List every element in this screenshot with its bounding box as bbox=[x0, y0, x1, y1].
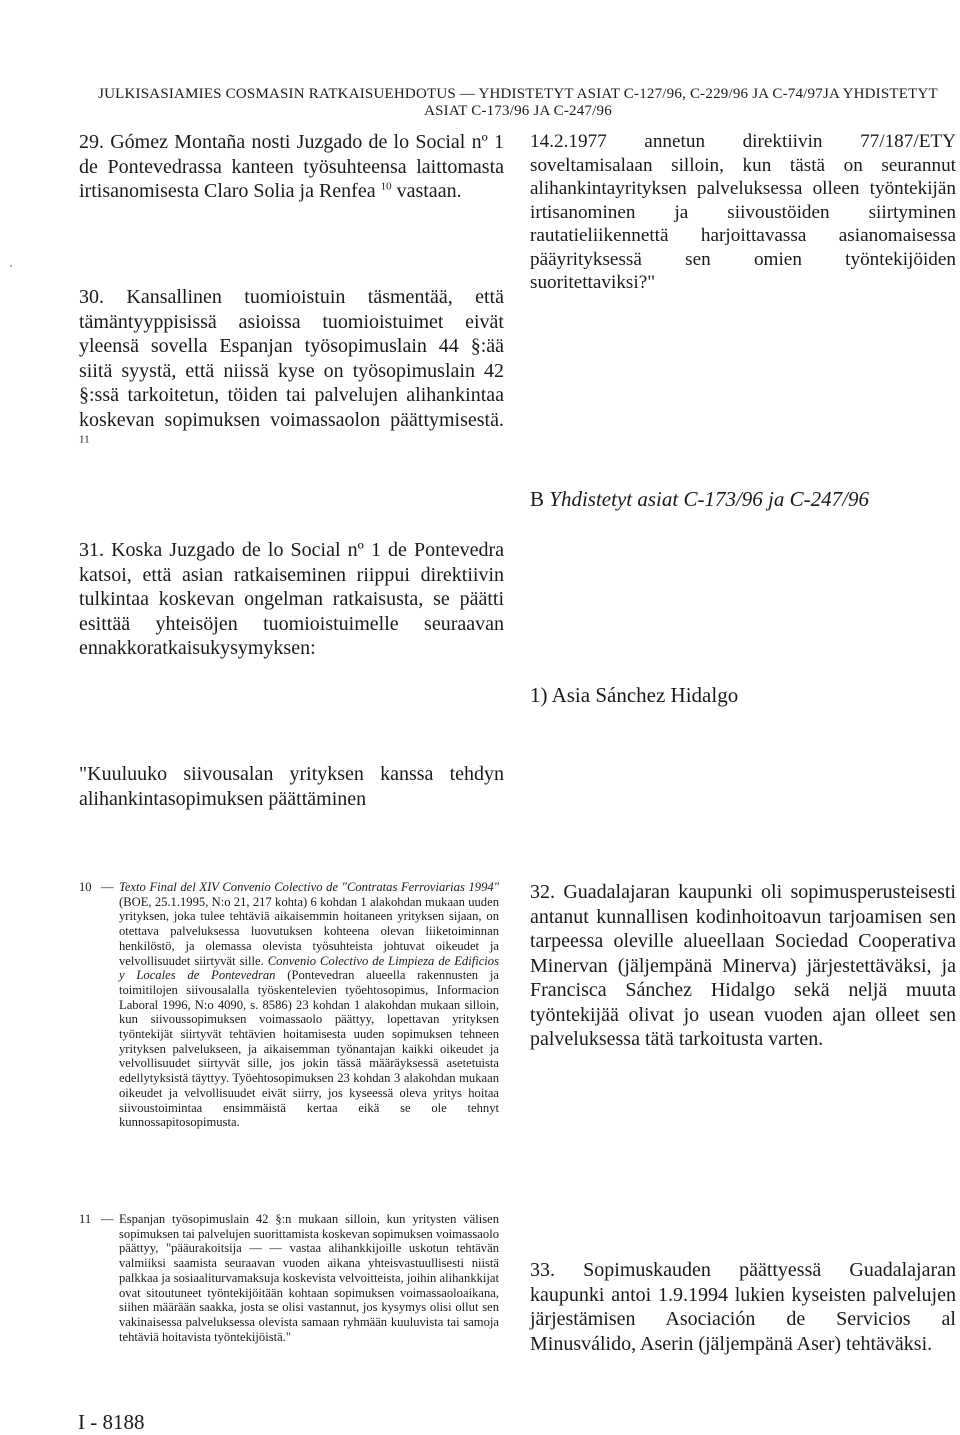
case-heading-sanchez-hidalgo: 1) Asia Sánchez Hidalgo bbox=[530, 683, 739, 707]
footnote-11 bbox=[79, 1212, 499, 1344]
margin-mark: ʹ bbox=[10, 264, 13, 275]
footnote-10 bbox=[79, 880, 499, 1130]
section-b-heading bbox=[530, 487, 869, 512]
paragraph-30 bbox=[79, 285, 504, 457]
footnote-10-source-title: Texto Final del XIV Convenio Colectivo de "Contratas Ferroviarias 1994" bbox=[119, 880, 499, 894]
footnote-10-text-a: (BOE, 25.1.1995, N:o 21, 217 kohta) 6 kohdan 1 alakohdan mukaan uuden yrityksen, joka tulee tehtäviä aikaisemmin hoitaneen yrityksen sijaan, on otettava palveluksessa luovutuksen kohteena olevan liiketoiminnan henkilöstö, ja olemassa olevista työsuhteista johtuvat oikeudet ja velvollisuudet siirtyvät sille. bbox=[119, 894, 499, 968]
footnote-10-text-b: (Pontevedran alueella rakennusten ja toimitilojen siivousalalla työskentelevien työehtosopimus, Informacion Laboral 1996, N:o 4090, s. 8586) 23 kohdan 1 alakohdan mukaan silloin, kun siivoussopimuksen voimassaolo päättyy, lopettavan yrityksen työntekijät siirtyvät tehtävien hoitamisesta uuden sopimuksen tehneen yrityksen palvelukseen, ja aikaisemman työnantajan kaikki oikeudet ja velvollisuudet siirtyvät sille, jos jokin tässä määräyksessä asetetuista edellytyksistä täyttyy. Työehtosopimuksen 23 kohdan 3 alakohdan mukaan oikeudet ja velvollisuudet eivät siirry, jos kyseessä oleva yritys hoitaa siivoustoimintaa ensimmäistä kertaa eikä se ole tehnyt kunnossapitosopimusta. bbox=[119, 968, 499, 1130]
quote-continuation: 14.2.1977 annetun direktiivin 77/187/ETY soveltamisalaan silloin, kun tästä on seurannut alihankintayrityksen palveluksessa olleen työntekijän irtisanominen ja siivoustöiden siirtyminen rautatieliikennettä harjoittavassa asianomaisessa pääyrityksessä sen omien työntekijöiden suoritettaviksi?" bbox=[530, 131, 956, 293]
footnote-10-number: 10 bbox=[79, 880, 92, 894]
footnote-11-number: 11 bbox=[79, 1212, 92, 1226]
paragraph-29 bbox=[79, 130, 504, 204]
footnote-dash: — bbox=[101, 1212, 114, 1226]
footnote-ref-10[interactable]: 10 bbox=[380, 180, 392, 193]
quote-start: "Kuuluuko siivousalan yrityksen kanssa tehdyn alihankintasopimuksen päättäminen bbox=[79, 763, 504, 810]
paragraph-31: 31. Koska Juzgado de lo Social nº 1 de Pontevedra katsoi, että asian ratkaiseminen riippui direktiivin tulkintaa koskevan ongelman ratkaisusta, se päätti esittää yhteisöjen tuomioistuimelle seuraavan ennakkoratkaisukysymyksen: bbox=[79, 539, 504, 659]
paragraph-29-end: vastaan. bbox=[391, 180, 462, 202]
section-b-prefix: B bbox=[530, 487, 545, 511]
footnote-11-body: Espanjan työsopimuslain 42 §:n mukaan silloin, kun yritysten välisen sopimuksen tai palvelujen suorittamista koskevan sopimuksen voimassaolo päättyy, "pääurakoitsija — — vastaa alihankkijoille uskotun tehtävän valmiiksi saamista seuraavan vuoden aikana yhteisvastuullisesti niistä palkkaa ja sosiaaliturvamaksuja koskevista velvoitteista, joihin alihankkijat ovat sitoutuneet työntekijöitään kohtaan sopimuksen voimassaoloaikana, siihen määrään saakka, josta se olisi vastannut, jos kysymys olisi ollut sen vakinaisessa palveluksessa olevista samaan ryhmään kuuluvista tai samoja tehtäviä hoitavista työntekijöistä." bbox=[119, 1212, 499, 1344]
section-b-title: Yhdistetyt asiat C-173/96 ja C-247/96 bbox=[549, 487, 869, 511]
paragraph-29-text: 29. Gómez Montaña nosti Juzgado de lo Social nº 1 de Pontevedrassa kanteen työsuhteensa laittomasta irtisanomisesta Claro Solia ja Renfea bbox=[79, 131, 504, 202]
footnote-10-body bbox=[119, 880, 499, 1130]
footnote-dash: — bbox=[101, 880, 114, 894]
paragraph-33: 33. Sopimuskauden päättyessä Guadalajaran kaupunki antoi 1.9.1994 lukien kyseisten palvelujen järjestämisen Asociación de Servicios al Minusválido, Aserin (jäljempänä Aser) tehtäväksi. bbox=[530, 1259, 956, 1355]
page-number: I - 8188 bbox=[78, 1410, 145, 1434]
footnote-10-source-title-2: Convenio Colectivo de Limpieza de Edificios y Locales de Pontevedran bbox=[119, 953, 499, 983]
running-header: JULKISASIAMIES COSMASIN RATKAISUEHDOTUS — YHDISTETYT ASIAT C-127/96, C-229/96 JA C-74/97JA YHDISTETYT ASIAT C-173/96 JA C-247/96 bbox=[98, 86, 938, 119]
footnote-ref-11[interactable]: 11 bbox=[79, 433, 90, 446]
paragraph-30-text: 30. Kansallinen tuomioistuin täsmentää, että tämäntyyppisissä asioissa tuomioistuimet eivät yleensä sovella Espanjan työsopimuslain 44 §:ää siitä syystä, että niissä kyse on työsopimuslain 42 §:ssä tarkoitetun, töiden tai palvelujen alihankintaa koskevan sopimuksen voimassaolon päättymisestä. bbox=[79, 286, 504, 431]
paragraph-32: 32. Guadalajaran kaupunki oli sopimusperusteisesti antanut kunnallisen kodinhoitoavun tarjoamisen sen tarpeessa oleville alueellaan Sociedad Cooperativa Minervan (jäljempänä Minerva) järjestettäväksi, ja Francisca Sánchez Hidalgo sekä neljä muuta työntekijää olivat jo usean vuoden ajan olleet sen palveluksessa tätä tarkoitusta varten. bbox=[530, 881, 956, 1050]
